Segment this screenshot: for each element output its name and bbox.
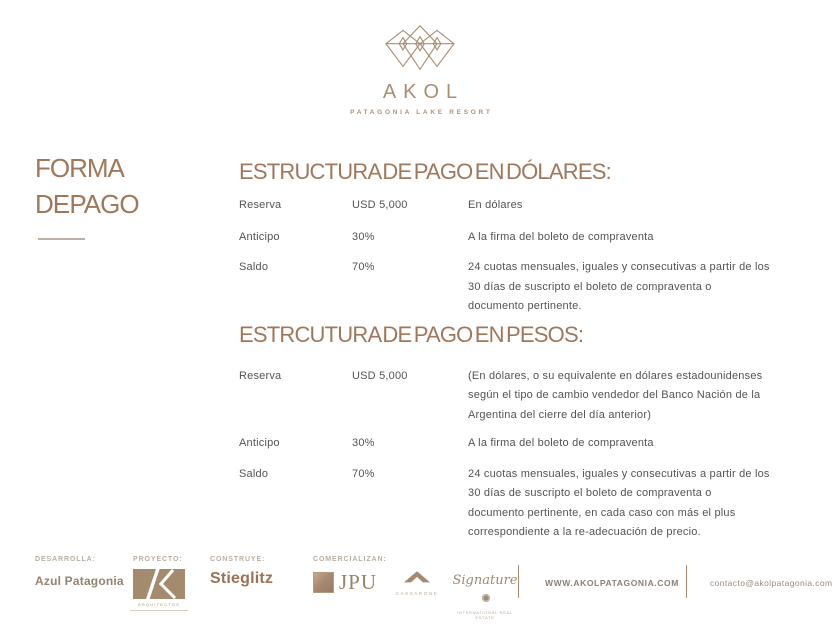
jpu-logo-text: JPU [339,570,378,594]
table-row [239,367,784,426]
row-amount: USD 5,000 [352,199,408,211]
row-detail: (En dólares, o su equivalente en dólares estadounidenses según el tipo de cambio vendedor del Banco Nación de la Argentina del cierre del día anterior) [468,369,763,421]
brand-header [0,22,840,116]
developer-logo: Azul Patagonia [35,574,124,588]
signature-logo [449,571,521,620]
row-detail: A la firma del boleto de compraventa [468,437,654,449]
brand-tagline: PATAGONIA LAKE RESORT [350,109,493,116]
row-concept: Anticipo [239,437,280,449]
page-title-line1: FORMA [35,153,124,183]
ak-architects-logo-icon [133,569,185,599]
row-concept: Saldo [239,467,269,480]
cassarone-logo [392,569,442,596]
footer-divider [686,565,687,598]
row-concept: Reserva [239,199,282,211]
table-row [239,465,784,543]
title-underline [38,238,85,240]
jpu-logo-mark-icon [313,572,334,593]
row-amount: 30% [352,230,375,243]
page-title [35,150,139,222]
row-amount: 70% [352,261,375,273]
row-detail: 24 cuotas mensuales, iguales y consecutivas a partir de los 30 días de suscripto el boleto de compraventa o documento pertinente. [468,261,770,312]
row-concept: Saldo [239,261,269,273]
signature-logo-caption: INTERNATIONAL REAL ESTATE [457,610,513,620]
footer [0,550,840,630]
row-concept: Anticipo [239,230,280,243]
payment-content [239,159,784,543]
project-logo-rule [130,610,188,611]
table-row [239,228,784,248]
builder-label: CONSTRUYE: [210,556,266,563]
cassarone-roof-icon [400,569,434,584]
brand-wordmark: AKOL [382,81,465,103]
row-concept: Reserva [239,369,282,382]
section-heading-pesos: ESTRCUTURA DE PAGO EN PESOS: [239,321,584,347]
section-heading-dollars: ESTRUCTURA DE PAGO EN DÓLARES: [239,159,611,184]
jpu-logo [313,570,377,595]
row-amount: USD 5,000 [352,369,408,382]
email-text: contacto@akolpatagonia.com [710,578,833,588]
table-row [239,196,784,216]
project-label: PROYECTO: [133,556,183,563]
project-logo-caption: ARQUITECTOS [137,602,181,607]
developer-label: DESARROLLA: [35,556,96,563]
sellers-label: COMERCIALIZAN: [313,556,387,563]
row-amount: 30% [352,437,375,449]
website-text: WWW.AKOLPATAGONIA.COM [545,578,679,588]
signature-seal-icon [482,594,490,602]
table-row [239,434,784,454]
cassarone-logo-text: CASSARONE [395,591,439,596]
akol-diamonds-logo-icon [385,22,455,73]
table-row [239,258,784,317]
row-detail: En dólares [468,199,523,211]
signature-logo-text: Signature [452,573,518,588]
builder-logo: Stieglitz [210,570,274,587]
row-amount: 70% [352,467,375,480]
row-detail: 24 cuotas mensuales, iguales y consecutivas a partir de los 30 días de suscripto el boleto de compraventa o documento pertinente, en cada caso con más el plus correspondiente a la re-adecuación de precio. [468,467,770,538]
page-title-line2: DE PAGO [35,189,139,219]
footer-divider [518,565,519,598]
row-detail: A la firma del boleto de compraventa [468,230,654,243]
